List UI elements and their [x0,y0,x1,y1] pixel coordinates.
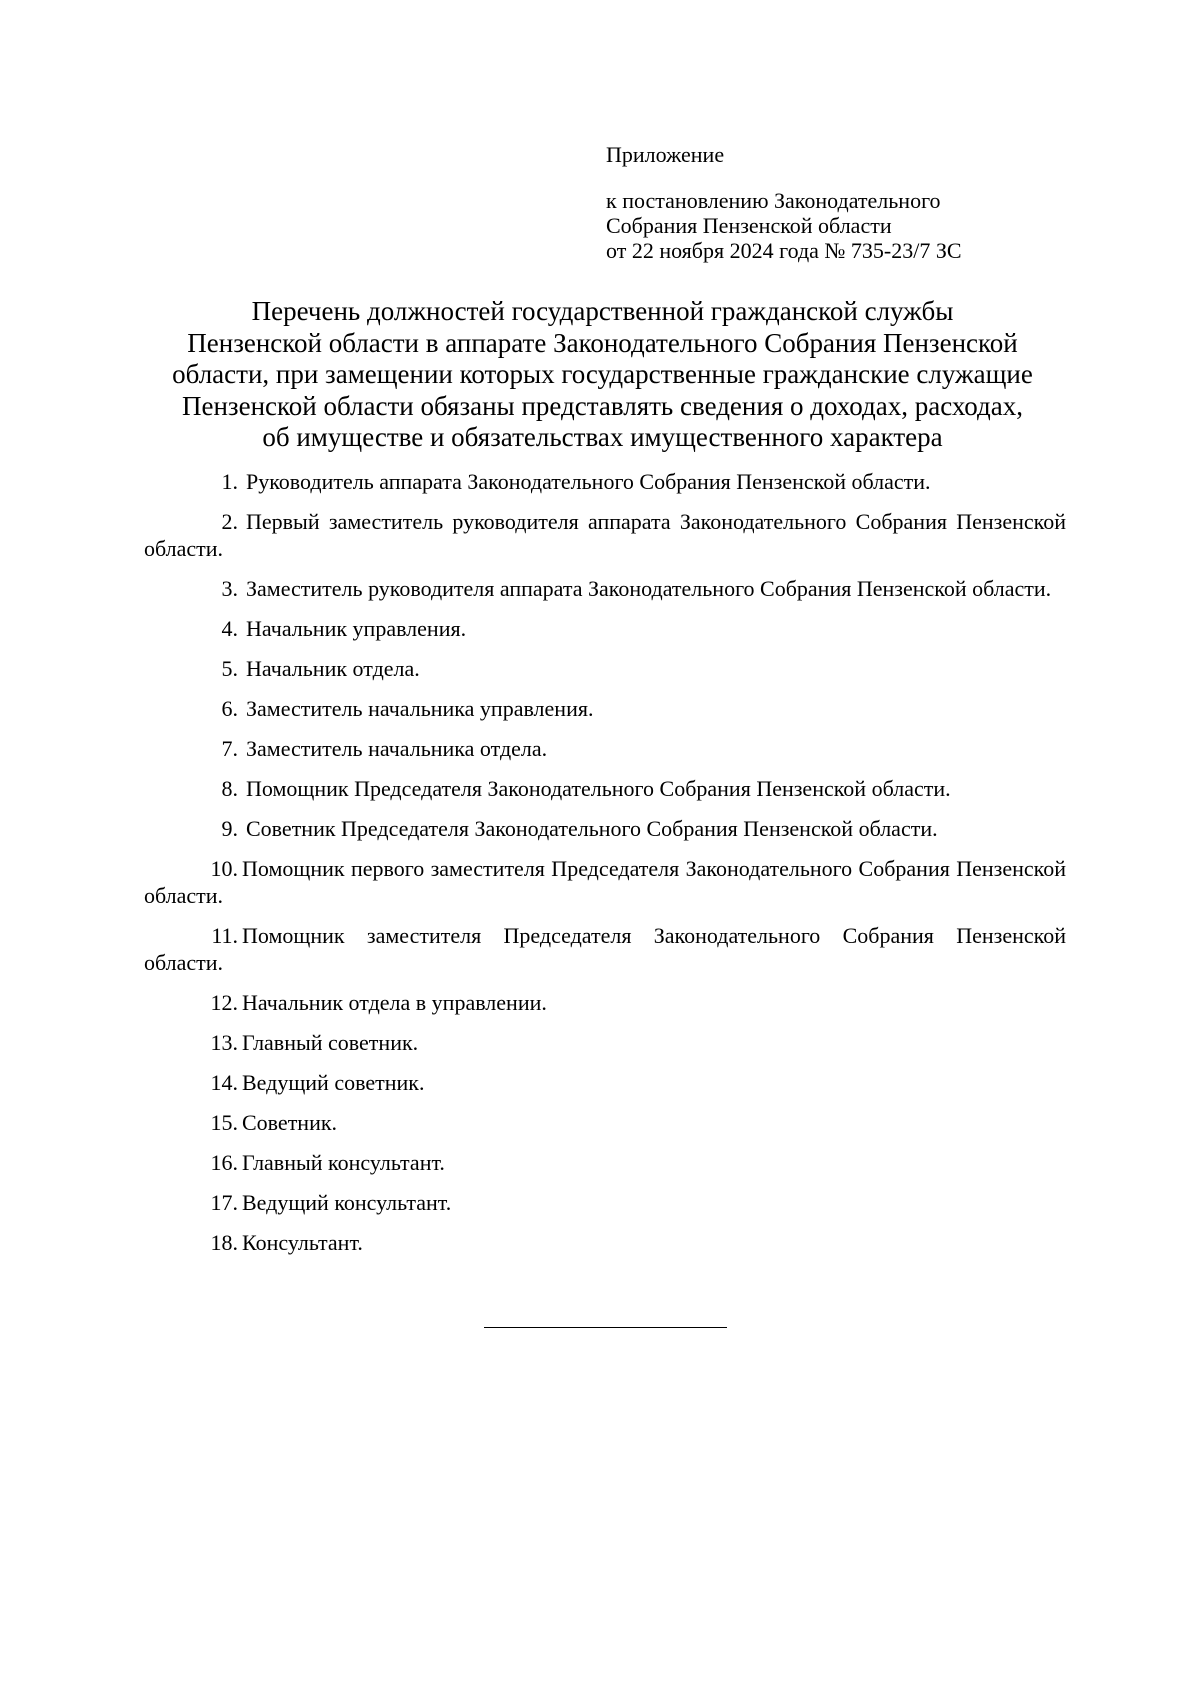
list-item-number: 7. [221,736,238,761]
list-item-number: 17. [210,1190,238,1215]
appendix-caption: Приложение [606,142,725,167]
list-item-number: 6. [221,696,238,721]
list-item-number: 15. [210,1110,238,1135]
document-title-line: об имуществе и обязательствах имущественного характера [262,422,943,452]
list-item-text: Руководитель аппарата Законодательного Собрания Пензенской области. [246,469,931,494]
list-item [144,1069,1066,1096]
list-item-number: 16. [210,1150,238,1175]
positions-list [144,468,1066,1269]
list-item-text: Первый заместитель руководителя аппарата Законодательного Собрания Пензенской области. [144,509,1066,561]
list-item-text: Помощник первого заместителя Председателя Законодательного Собрания Пензенской области. [144,856,1066,908]
appendix-block [606,142,1126,263]
list-item-number: 1. [221,469,238,494]
list-item [144,1029,1066,1056]
list-item-text: Заместитель начальника отдела. [246,736,548,761]
list-item-text: Начальник отдела в управлении. [242,990,547,1015]
end-divider [484,1327,727,1328]
list-item-text: Советник. [242,1110,338,1135]
list-item-number: 4. [221,616,238,641]
list-item [144,1149,1066,1176]
list-item [144,508,1066,562]
list-item-text: Помощник заместителя Председателя Законодательного Собрания Пензенской области. [144,923,1066,975]
list-item-number: 18. [210,1230,238,1255]
list-item-text: Ведущий советник. [242,1070,425,1095]
list-item-text: Помощник Председателя Законодательного Собрания Пензенской области. [246,776,951,801]
appendix-reference-line: к постановлению Законодательного [606,188,941,213]
list-item-number: 14. [210,1070,238,1095]
list-item [144,655,1066,682]
list-item-number: 12. [210,990,238,1015]
list-item [144,815,1066,842]
list-item-text: Советник Председателя Законодательного Собрания Пензенской области. [246,816,938,841]
list-item-text: Начальник отдела. [246,656,420,681]
list-item-number: 5. [221,656,238,681]
document-title-line: Пензенской области в аппарате Законодательного Собрания Пензенской [187,327,1018,358]
document-title [140,296,1065,454]
list-item [144,922,1066,976]
list-item [144,1189,1066,1216]
list-item [144,775,1066,802]
list-item [144,468,1066,495]
list-item [144,615,1066,642]
list-item-number: 10. [210,856,238,881]
list-item-number: 11. [211,923,238,948]
list-item [144,855,1066,909]
list-item [144,695,1066,722]
list-item-number: 2. [221,509,238,534]
list-item-text: Главный консультант. [242,1150,445,1175]
list-item [144,1109,1066,1136]
appendix-reference-line: от 22 ноября 2024 года № 735-23/7 ЗС [606,238,962,263]
document-title-line: Пензенской области обязаны представлять сведения о доходах, расходах, [182,390,1023,421]
list-item-number: 13. [210,1030,238,1055]
list-item-number: 9. [221,816,238,841]
list-item-number: 8. [221,776,238,801]
list-item-text: Начальник управления. [246,616,467,641]
appendix-reference-line: Собрания Пензенской области [606,213,892,238]
list-item-text: Ведущий консультант. [242,1190,452,1215]
list-item [144,575,1066,602]
list-item-number: 3. [221,576,238,601]
list-item [144,1229,1066,1256]
list-item-text: Консультант. [242,1230,363,1255]
appendix-reference [606,188,1126,263]
list-item-text: Заместитель начальника управления. [246,696,594,721]
list-item-text: Заместитель руководителя аппарата Законодательного Собрания Пензенской области. [246,576,1052,601]
list-item [144,989,1066,1016]
list-item [144,735,1066,762]
document-title-line: Перечень должностей государственной гражданской службы [251,296,954,326]
list-item-text: Главный советник. [242,1030,419,1055]
document-title-line: области, при замещении которых государственные гражданские служащие [172,359,1033,389]
